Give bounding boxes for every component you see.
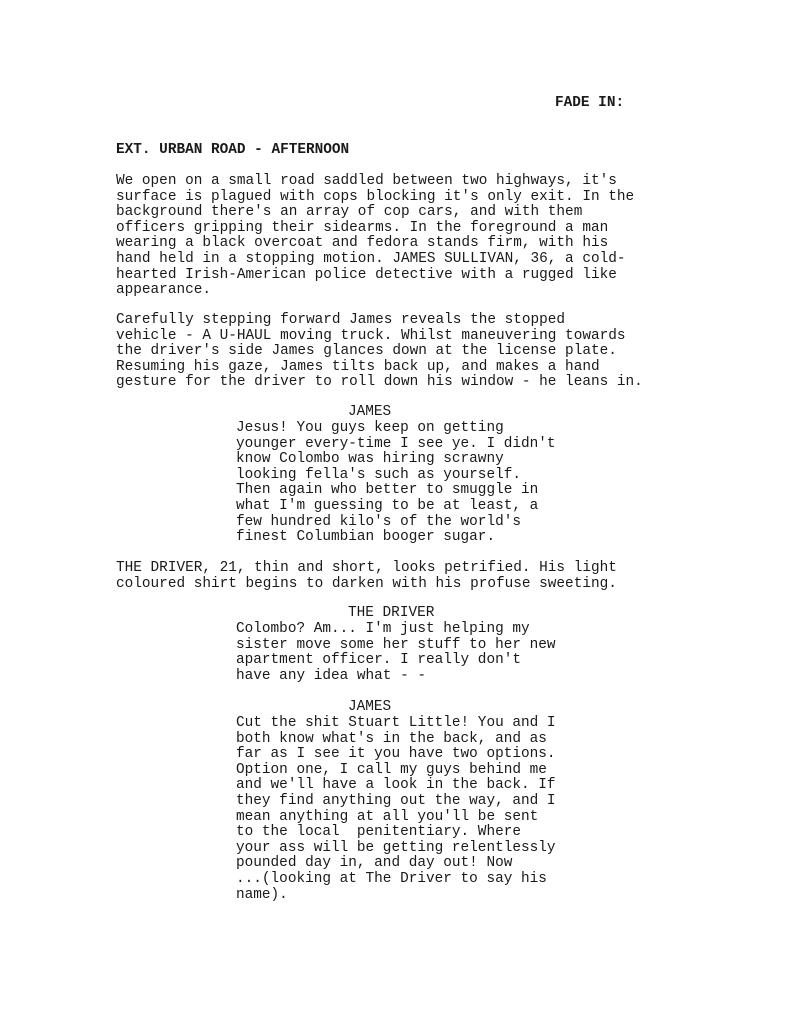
scene-heading: EXT. URBAN ROAD - AFTERNOON xyxy=(116,142,350,158)
transition: FADE IN: xyxy=(555,95,625,111)
dialogue-james-2: Cut the shit Stuart Little! You and I both know what's in the back, and as far as I see it you have two options. Option one, I call my guys behind me and we'll have a look in the back. If they find anything out the way, and I mean anything at all you'll be sent to the local penitentiary. Where your ass will be getting relentlessly pounded day in, and day out! Now ...(looking at The Driver to say his name). xyxy=(236,715,556,903)
character-name-james-2: JAMES xyxy=(348,699,392,715)
action-paragraph-3: THE DRIVER, 21, thin and short, looks petrified. His light coloured shirt begins to darken with his profuse sweeting. xyxy=(116,560,617,592)
character-name-james-1: JAMES xyxy=(348,404,392,420)
action-paragraph-1: We open on a small road saddled between two highways, it's surface is plagued with cops blocking it's only exit. In the background there's an array of cop cars, and with them officers gripping their sidearms. In the foreground a man wearing a black overcoat and fedora stands firm, with his hand held in a stopping motion. JAMES SULLIVAN, 36, a cold- hearted Irish-American police detective with a rugged like appearance. xyxy=(116,173,635,299)
dialogue-james-1: Jesus! You guys keep on getting younger every-time I see ye. I didn't know Colombo was hiring scrawny looking fella's such as yourself. Then again who better to smuggle in what I'm guessing to be at least, a few hundred kilo's of the world's finest Columbian booger sugar. xyxy=(236,420,556,546)
dialogue-driver: Colombo? Am... I'm just helping my sister move some her stuff to her new apartment officer. I really don't have any idea what - - xyxy=(236,621,556,684)
action-paragraph-2: Carefully stepping forward James reveals the stopped vehicle - A U-HAUL moving truck. Whilst maneuvering towards the driver's side James glances down at the license plate. Resuming his gaze, James tilts back up, and makes a hand gesture for the driver to roll down his window - he leans in. xyxy=(116,312,643,391)
character-name-driver: THE DRIVER xyxy=(348,605,435,621)
